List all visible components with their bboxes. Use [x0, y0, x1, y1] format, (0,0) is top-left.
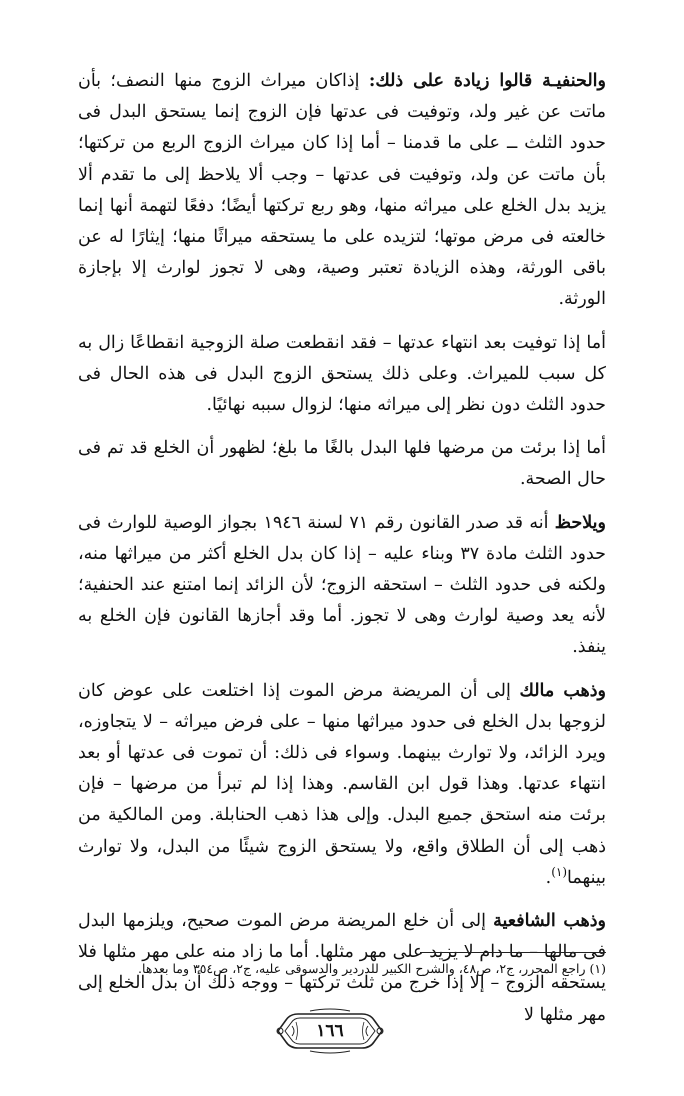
paragraph-lead: وذهب مالك: [519, 680, 606, 701]
paragraph-text: أما إذا برئت من مرضها فلها البدل بالغًا ما بلغ؛ لظهور أن الخلع قد تم فى حال الصحة.: [78, 438, 606, 490]
paragraph-law-note: [78, 508, 606, 664]
paragraph-after-iddah: [78, 328, 606, 422]
paragraph-lead: ويلاحظ: [554, 512, 606, 533]
page-number-ornament: [270, 1008, 390, 1054]
footnote-divider: [420, 952, 606, 953]
paragraph-recovery: [78, 433, 606, 495]
footnote-reference: (١): [551, 865, 568, 880]
paragraph-text: أما إذا توفيت بعد انتهاء عدتها – فقد انقطعت صلة الزوجية انقطاعًا زال به كل سبب للميراث. وعلى ذلك يستحق الزوج البدل فى هذه الحال فى حدود الثلث دون نظر إلى ميراثه منها؛ لزوال سببه نهائيًا.: [78, 332, 606, 416]
paragraph-lead: والحنفيـة قالوا زيادة على ذلك:: [368, 71, 606, 91]
paragraph-text: إذاكان ميراث الزوج منها النصف؛ بأن ماتت عن غير ولد، وتوفيت فى عدتها فإن الزوج إنما يستحق البدل فى حدود الثلث ــ على ما قدمنا – أما إذا كان ميراث الزوج الربع من تركتها؛ بأن ماتت عن ولد، وتوفيت فى عدتها – وجب ألا يلاحظ إلى ما تقدم ألا يزيد بدل الخلع على ميراثه منها، وهو ربع تركتها أيضًا؛ دفعًا لتهمة أنها إنما خالعته فى مرض موتها؛ لتزيده على ما يستحقه ميراثًا منها؛ إيثارًا له عن باقى الورثة، وهذه الزيادة تعتبر وصية، وهى لا تجوز لوارث إلا بإجازة الورثة.: [78, 71, 606, 310]
footnote-text: (١) راجع المحرر، ج٢، ص٤٨، والشرح الكبير للدردير والدسوقى عليه، ج٢، ص٣٥٤ وما بعدها.: [138, 961, 606, 976]
paragraph-text: إلى أن خلع المريضة مرض الموت صحيح، ويلزمها البدل فى مالها – ما دام لا يزيد على مهر مثلها. أما ما زاد منه على مهر مثلها فلا يستحقه الزوج – إلا إذا خرج من ثلث تركتها – ووجه ذلك أن بدل الخلع إلى مهر مثلها لا: [78, 911, 606, 1025]
paragraph-text: أنه قد صدر القانون رقم ٧١ لسنة ١٩٤٦ بجواز الوصية للوارث فى حدود الثلث مادة ٣٧ وبناء عليه – إذا كان بدل الخلع أكثر من ميراثها منه، ولكنه فى حدود الثلث – استحقه الزوج؛ لأن الزائد إنما امتنع عند الحنفية؛ لأنه يعد وصية لوارث وهى لا تجوز. أما وقد أجازها القانون فإن الخلع به ينفذ.: [78, 512, 607, 658]
footnote: [78, 959, 606, 979]
paragraph-text: إلى أن المريضة مرض الموت إذا اختلعت على عوض كان لزوجها بدل الخلع فى حدود ميراثها منها – على فرض ميراثه – لا يتجاوزه، ويرد الزائد، ولا توارث بينهما. وسواء فى ذلك: أن تموت فى عدتها أو بعد انتهاء عدتها. وهذا قول ابن القاسم. وهذا إذا لم تبرأ من مرضها – فإن برئت منه استحق جميع البدل. وإلى هذا ذهب الحنابلة. ومن المالكية من ذهب إلى أن الطلاق واقع، ولا يستحق الزوج شيئًا من البدل، ولا توارث بينهما: [78, 680, 606, 888]
page-number: ١٦٦: [316, 1021, 344, 1041]
paragraph-maliki: [78, 676, 606, 894]
paragraph-hanafi: [78, 66, 606, 316]
main-text: [78, 66, 606, 1043]
paragraph-tail: .: [545, 867, 552, 888]
paragraph-lead: وذهب الشافعية: [493, 911, 606, 932]
